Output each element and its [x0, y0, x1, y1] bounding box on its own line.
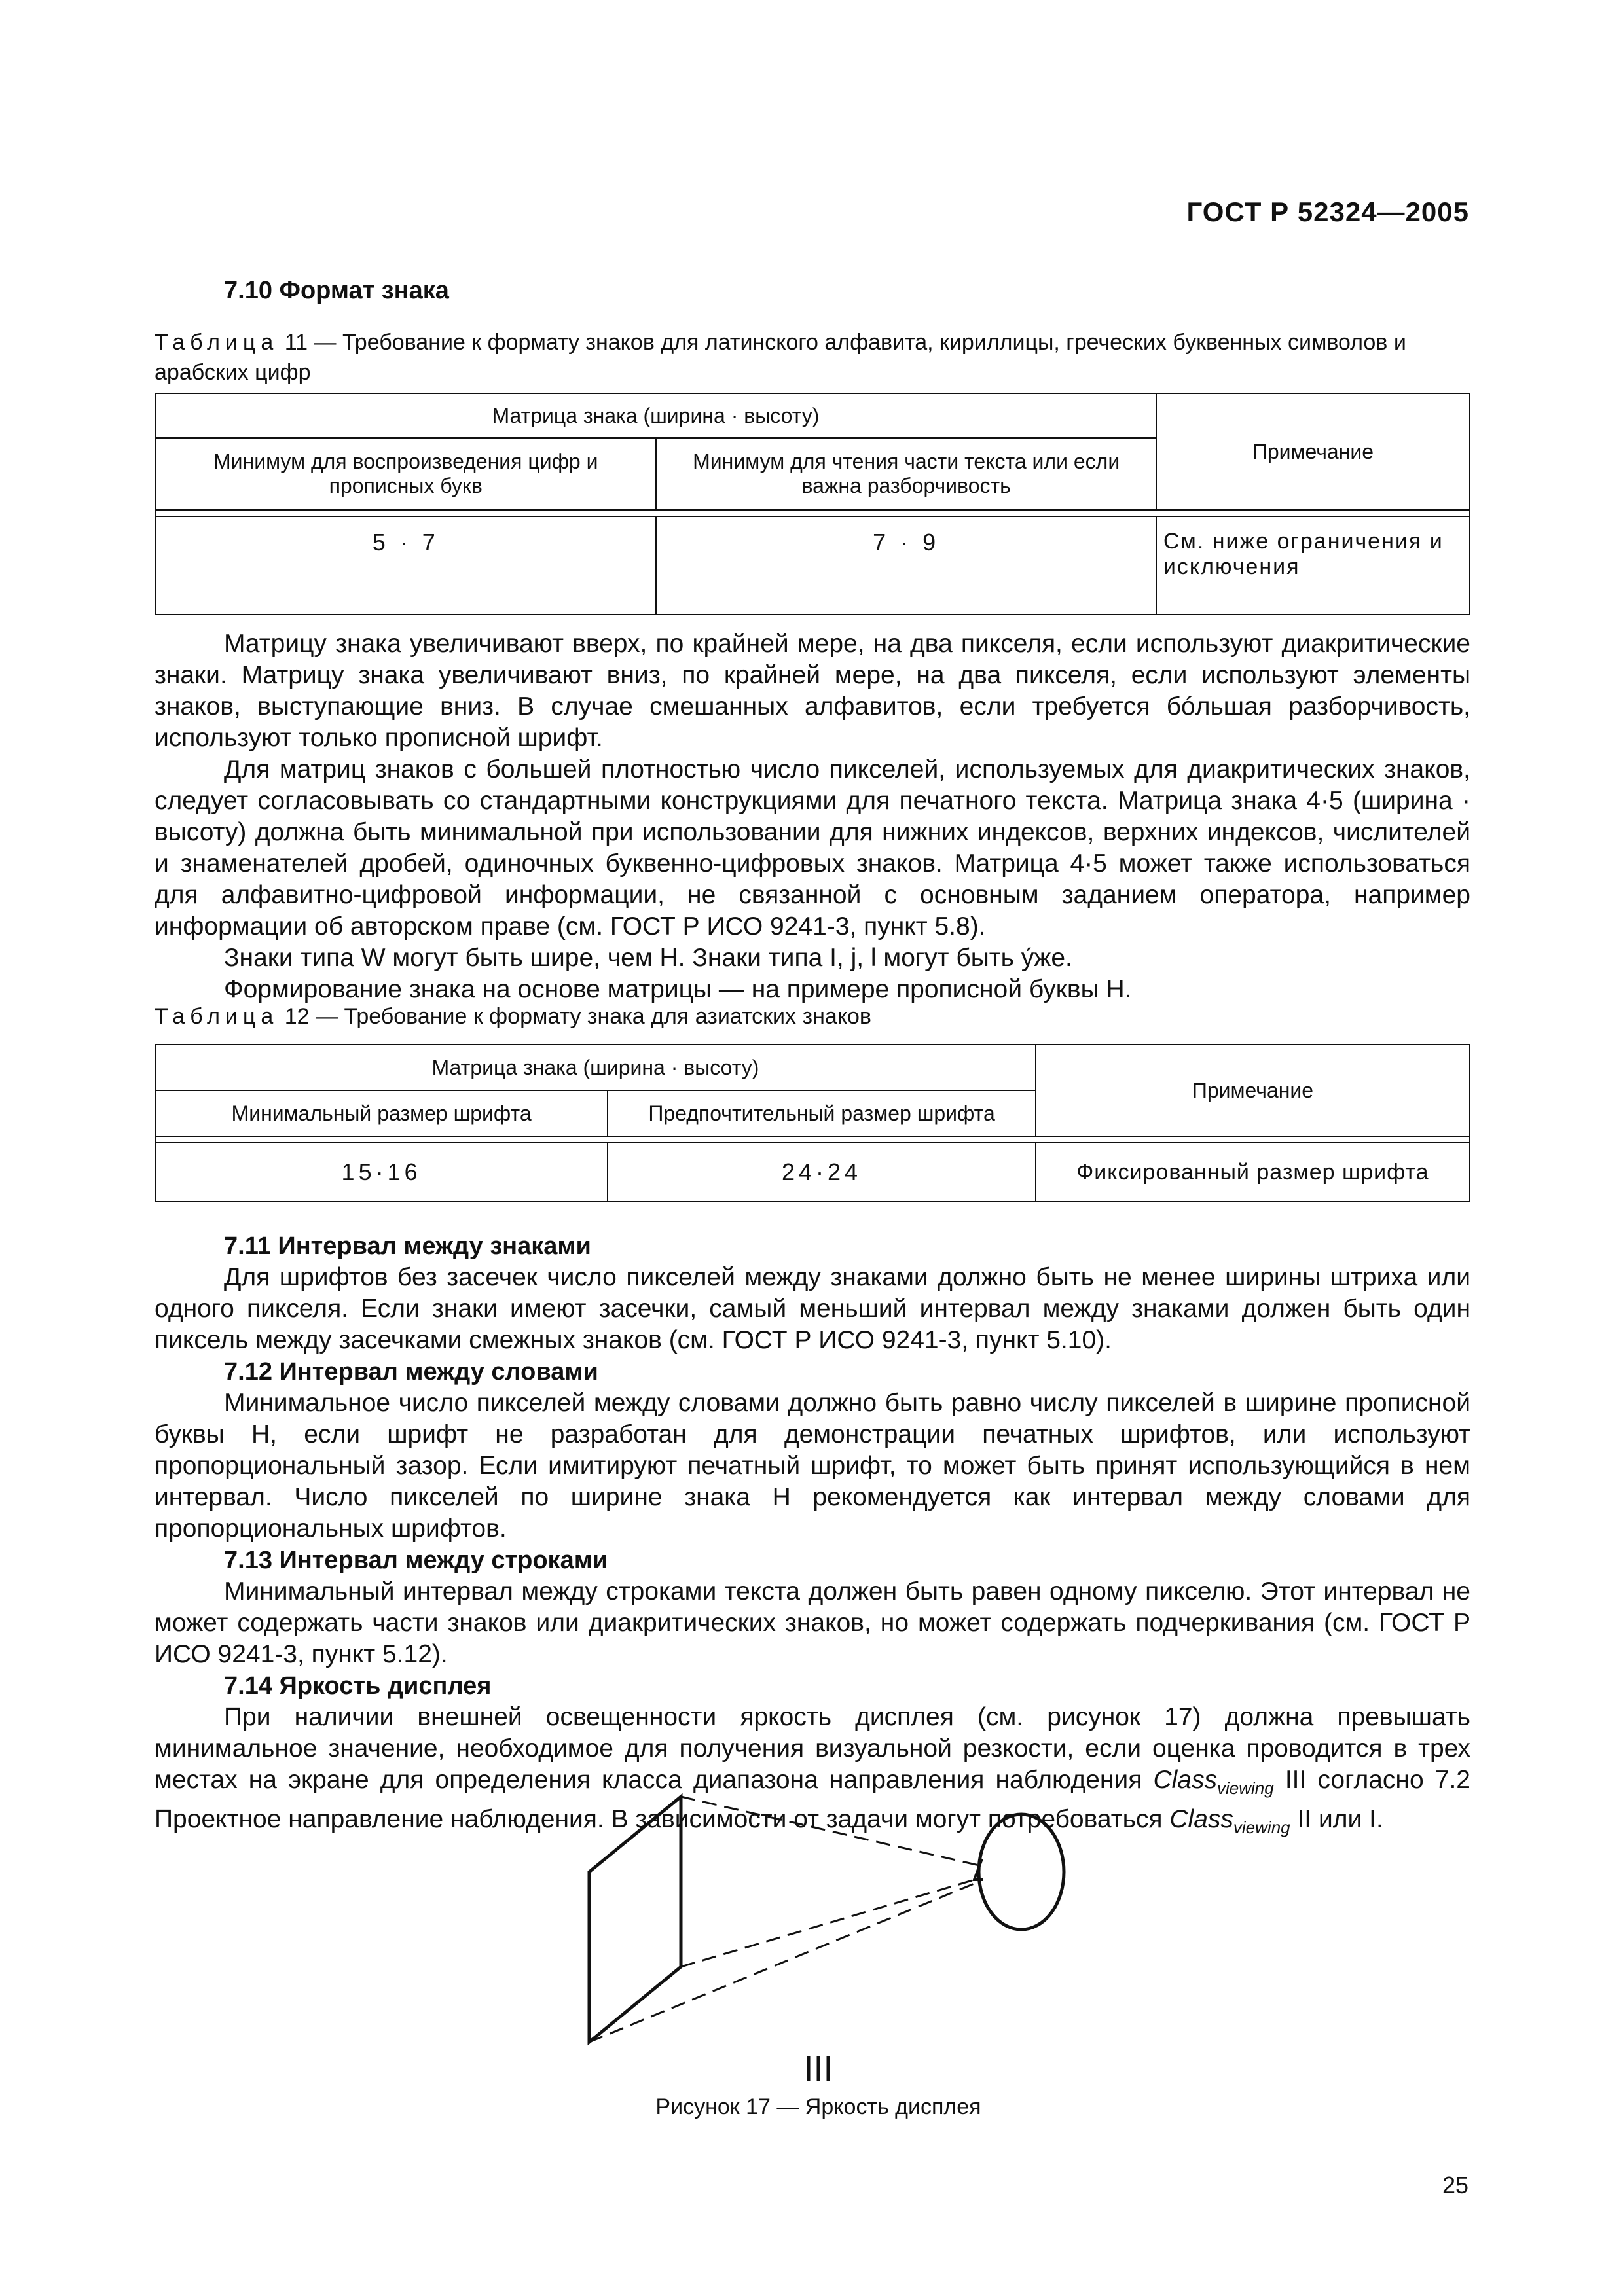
paragraph: Матрицу знака увеличивают вверх, по крайней мере, на два пикселя, если используют диакритические знаки. Матрицу знака увеличивают вниз, по крайней мере, на два пикселя, если используют элементы знаков, выступающие вниз. В случае смешанных алфавитов, если требуется бóльшая разборчивость, используют только прописной шрифт.: [155, 630, 1470, 752]
table-header-col1: Минимальный размер шрифта: [155, 1090, 608, 1136]
table-header-note: Примечание: [1156, 393, 1470, 510]
table-header-col1: Минимум для воспроизведения цифр и прописных букв: [155, 438, 656, 510]
table-group-header: Матрица знака (ширина · высоту): [155, 1045, 1036, 1090]
table-header-col2: Минимум для чтения части текста или если важна разборчивость: [656, 438, 1156, 510]
page-number: 25: [1442, 2172, 1468, 2198]
section-title: 7.14 Яркость дисплея: [224, 1672, 492, 1700]
paragraph: При наличии внешней освещенности яркость дисплея (см. рисунок 17) должна превышать минимальное значение, необходимое для получения визуальной резкости, если оценка проводится в трех местах на экране для определения класса диапазона направления наблюдения Class$_{viewing}$ III согласно 7.2 Проектное направление наблюдения. В зависимости от задачи могут потребоваться Class$_{viewing}$ II или I.: [155, 1703, 1470, 1837]
section-title: 7.11 Интервал между знаками: [224, 1232, 591, 1260]
sections-7-11-to-7-14: [155, 1230, 1470, 1843]
paragraph: Для матриц знаков с большей плотностью число пикселей, используемых для диакритических знаков, следует согласовывать со стандартными конструкциями для печатного текста. Матрица знака 4·5 (ширина · высоту) должна быть минимальной при использовании для нижних индексов, верхних индексов, числителей и знаменателей дробей, одиночных буквенно-цифровых знаков. Матрица 4·5 может также использоваться для алфавитно-цифровой информации, не связанной с основным заданием оператора, например информации об авторском праве (см. ГОСТ Р ИСО 9241-3, пункт 5.8).: [155, 755, 1470, 941]
standard-header: ГОСТ Р 52324—2005: [1186, 196, 1469, 227]
table-cell: 24·24: [608, 1143, 1036, 1202]
figure-17-diagram: [563, 1767, 1087, 2049]
table-cell: 7 · 9: [656, 516, 1156, 615]
sight-line-middle: [681, 1878, 979, 1967]
section-title: 7.13 Интервал между строками: [224, 1547, 608, 1574]
sight-line-bottom: [589, 1882, 979, 2042]
section-title: 7.12 Интервал между словами: [224, 1358, 598, 1386]
table-cell: 5 · 7: [155, 516, 656, 615]
paragraph: Для шрифтов без засечек число пикселей между знаками должно быть не менее ширины штриха или одного пикселя. Если знаки имеют засечки, самый меньший интервал между знаками должен быть один пиксель между засечками смежных знаков (см. ГОСТ Р ИСО 9241-3, пункт 5.10).: [155, 1263, 1470, 1354]
paragraph: Минимальное число пикселей между словами должно быть равно числу пикселей в ширине прописной буквы H, если шрифт не разработан для демонстрации печатных шрифтов, или используют пропорциональный зазор. Если имитируют печатный шрифт, то может быть принят использующийся в нем интервал. Число пикселей по ширине знака H рекомендуется как интервал между словами для пропорциональных шрифтов.: [155, 1389, 1470, 1543]
eye-circle: [979, 1814, 1064, 1929]
paragraph: Минимальный интервал между строками текста должен быть равен одному пикселю. Этот интервал не может содержать части знаков или диакритических знаков, но может содержать подчеркивания (см. ГОСТ Р ИСО 9241-3, пункт 5.12).: [155, 1577, 1470, 1668]
sight-line-top: [681, 1797, 979, 1865]
table-12-caption: [155, 1001, 1470, 1031]
paragraph: Формирование знака на основе матрицы — на примере прописной буквы H.: [224, 975, 1132, 1003]
table-cell: 15·16: [155, 1143, 608, 1202]
table-caption-text: 12 — Требование к формату знака для азиатских знаков: [278, 1004, 871, 1029]
figure-class-label: III: [803, 2049, 833, 2089]
section-7-10: [155, 275, 1470, 306]
table-11-caption: [155, 327, 1470, 387]
section-title: 7.10 Формат знака: [224, 277, 449, 304]
body-paragraphs: [155, 628, 1470, 1005]
table-11: [155, 393, 1470, 615]
table-12: [155, 1044, 1470, 1202]
table-caption-prefix: Таблица: [155, 330, 279, 355]
table-header-note: Примечание: [1036, 1045, 1470, 1136]
figure-caption: Рисунок 17 — Яркость дисплея: [655, 2094, 981, 2119]
paragraph: Знаки типа W могут быть шире, чем H. Знаки типа I, j, l могут быть у́же.: [224, 944, 1072, 972]
table-caption-text: 11 — Требование к формату знаков для латинского алфавита, кириллицы, греческих буквенных символов и арабских цифр: [155, 330, 1406, 385]
table-cell: Фиксированный размер шрифта: [1036, 1143, 1470, 1202]
table-header-col2: Предпочтительный размер шрифта: [608, 1090, 1036, 1136]
table-caption-prefix: Таблица: [155, 1004, 279, 1029]
table-cell: См. ниже ограничения и исключения: [1156, 516, 1470, 615]
screen-parallelogram: [589, 1797, 681, 2042]
table-group-header: Матрица знака (ширина · высоту): [155, 393, 1156, 438]
